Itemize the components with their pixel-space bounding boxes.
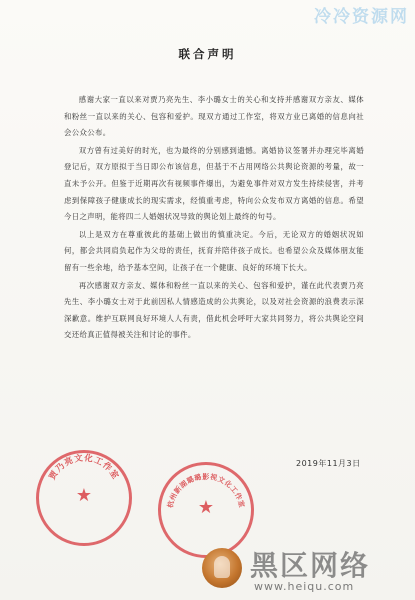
star-icon: ★ [75,485,93,506]
paragraph-2: 双方曾有过美好的时光，也为最终的分别感到遗憾。离婚协议签署并办理完毕离婚登记后，双方原拟于当日即公布该信息，但基于不占用网络公共舆论资源的考量，故一直未予公开。但鉴于近期再次有视频事件爆出，为避免事件对双方发生持续侵害，并考虑到保障孩子健康成长的现实需求，经慎重考虑，特向公众发布双方离婚的信息。希望今日之声明，能将四二人婚姻状况导致的舆论划上最终的句号。 [64,145,364,222]
seal-studio-1 [36,450,132,546]
paragraph-4: 再次感谢双方亲友、媒体和粉丝一直以来的关心、包容和爱护，谨在此代表贾乃亮先生、李小璐女士对于此前因私人情感造成的公共舆论，以及对社会资源的浪费表示深深歉意。维护互联网良好环境人人有责，借此机会呼吁大家共同努力，将公共舆论空间交还给真正值得被关注和讨论的事件。 [64,280,364,340]
bottom-watermark [194,542,412,598]
document-body [64,92,364,345]
seal-1-text: 贾乃亮文化工作室 [47,453,121,482]
paragraph-3: 以上是双方在尊重彼此的基础上做出的慎重决定。今后，无论双方的婚姻状况如何，都会共同肩负起作为父母的责任，抚育并陪伴孩子成长。也希望公众及媒体朋友能留有一些余地，给予基本空间，让孩子在一个健康、良好的环境下长大。 [64,229,364,272]
star-icon: ★ [197,497,215,518]
document-title: 联合声明 [178,47,237,61]
watermark-url: www.heiqu.com [254,580,355,593]
seal-2-text: 杭州新湖璐璐影视文化工作室 [166,472,246,509]
mushroom-logo-icon [202,548,242,588]
svg-text:贾乃亮文化工作室 [47,453,122,482]
watermark-name: 黑区网络 [250,549,371,582]
top-watermark: 冷冷资源网 [314,7,409,27]
document-date: 2019年11月3日 [296,459,361,468]
paragraph-1: 感谢大家一直以来对贾乃亮先生、李小璐女士的关心和支持并感谢双方亲友、媒体和粉丝一直以来的关心、包容和爱护。现双方通过工作室，将双方业已离婚的信息向社会公众公布。 [64,95,364,138]
